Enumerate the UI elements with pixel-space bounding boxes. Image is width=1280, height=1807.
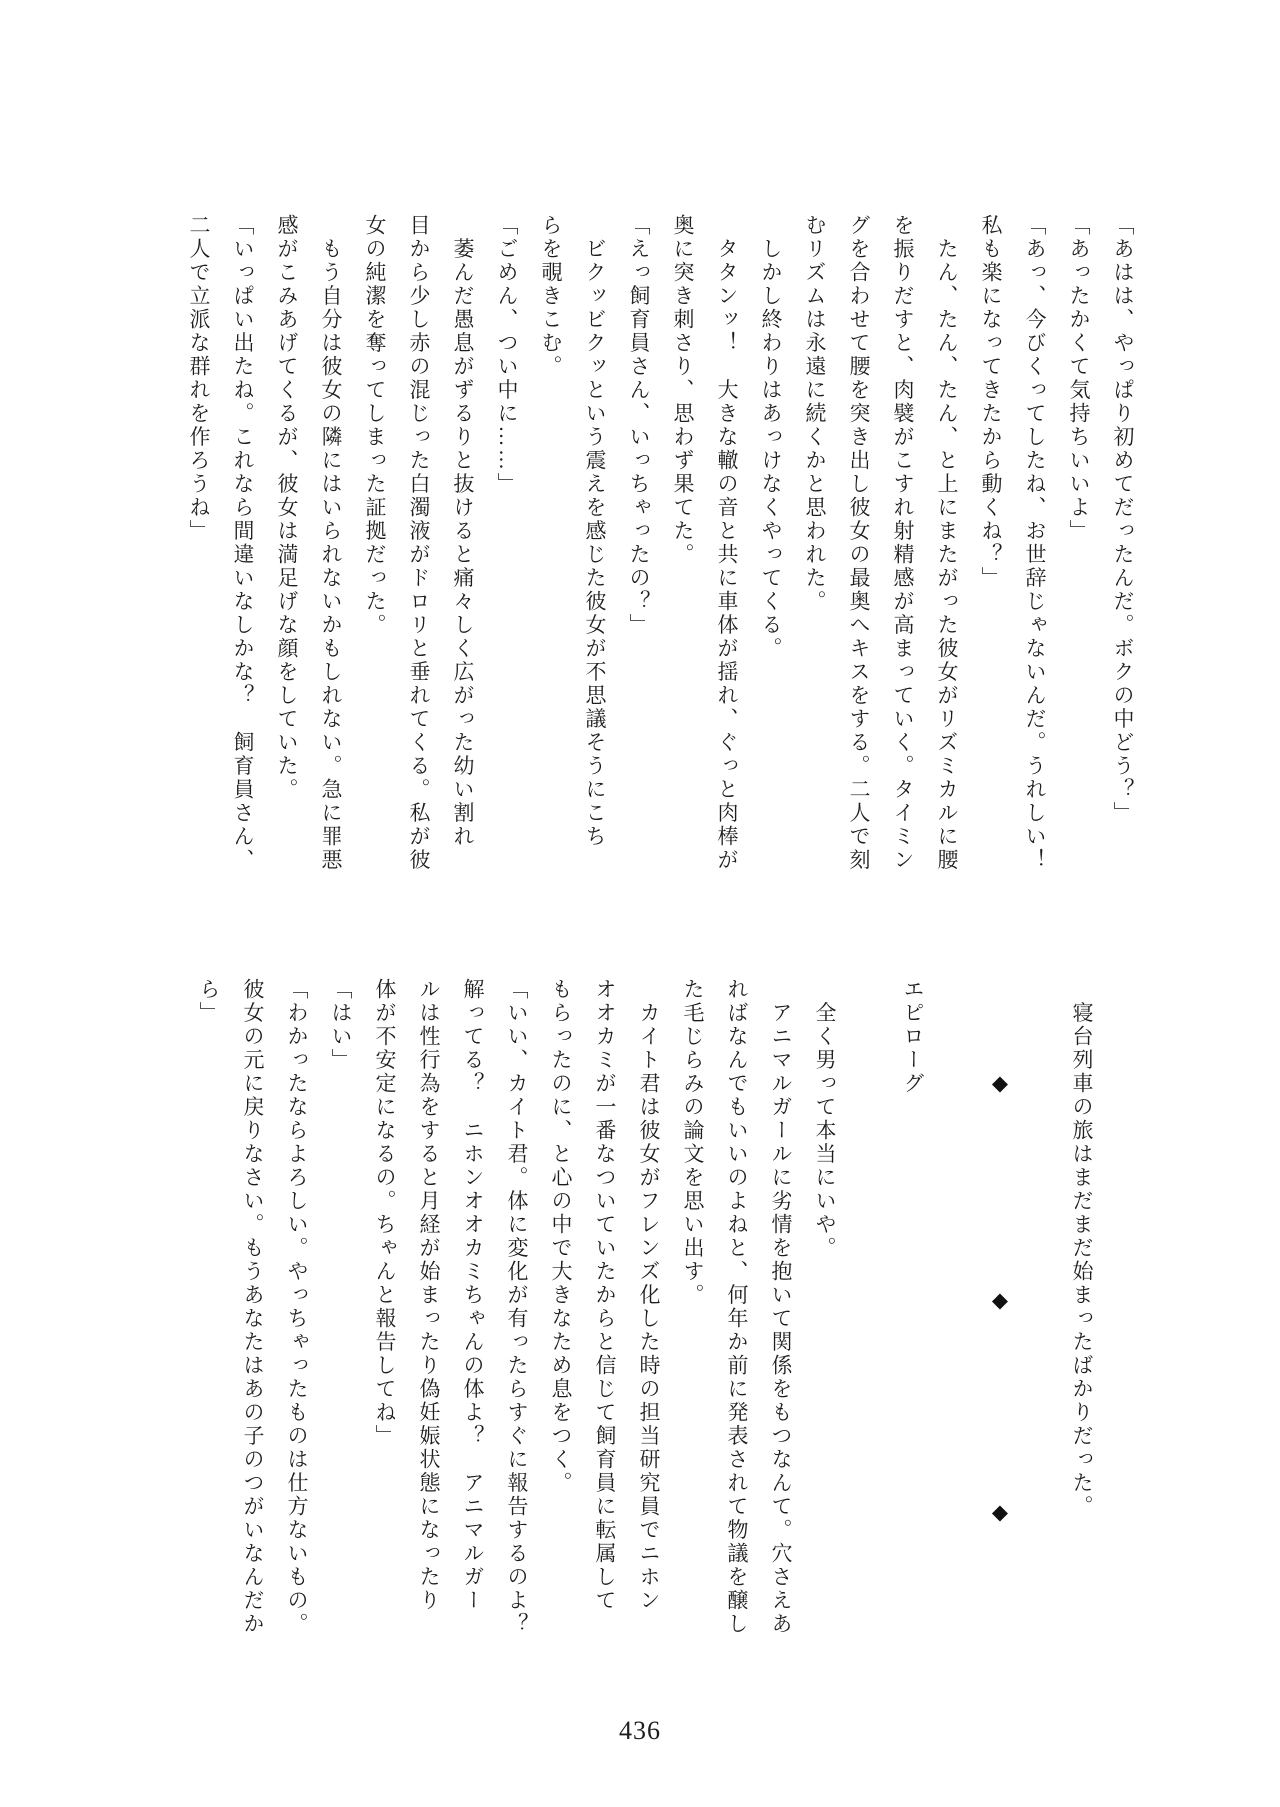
text-line: ればなんでもいいのよねと、何年か前に発表されて物議を醸し: [725, 978, 749, 1636]
diamond-separator-icon: ◆: [991, 1288, 1009, 1312]
text-line: 体が不安定になるの。ちゃんと報告してね」: [373, 978, 397, 1448]
text-line: アニマルガールに劣情を抱いて関係をもつなんて。穴さえあ: [769, 978, 793, 1636]
text-line: しかし終わりはあっけなくやってくる。: [759, 214, 783, 661]
page-number: 436: [619, 1716, 661, 1745]
text-line: 「あはは、やっぱり初めてだったんだ。ボクの中どう？」: [1111, 214, 1135, 825]
diamond-separator-icon: ◆: [991, 1500, 1009, 1524]
text-line: カイト君は彼女がフレンズ化した時の担当研究員でニホン: [637, 978, 661, 1613]
top-text-block: [177, 214, 1145, 886]
text-line: を振りだすと、肉襞がこすれ射精感が高まっていく。タイミン: [891, 214, 915, 872]
text-line: ルは性行為をすると月経が始まったり偽妊娠状態になったり: [417, 978, 441, 1613]
section-heading: エピローグ: [901, 978, 925, 1096]
text-line: 彼女の元に戻りなさい。もうあなたはあの子のつがいなんだか: [241, 978, 265, 1636]
text-line: たん、たん、たん、と上にまたがった彼女がリズミカルに腰: [935, 214, 959, 872]
epilogue-opening-line: [1060, 978, 1104, 1578]
text-line: もらったのに、と心の中で大きなため息をつく。: [549, 978, 573, 1495]
text-line: た毛じらみの論文を思い出す。: [681, 978, 705, 1307]
text-line: 「いっぱい出たね。これなら間違いなしかな？ 飼育員さん、: [231, 214, 255, 872]
text-line: タタンッ！ 大きな轍の音と共に車体が揺れ、ぐっと肉棒が: [715, 214, 739, 872]
text-line: 「いい、カイト君。体に変化が有ったらすぐに報告するのよ？: [505, 978, 529, 1636]
text-line: 萎んだ愚息がずるりと抜けると痛々しく広がった幼い割れ: [451, 214, 475, 849]
text-line: 「ごめん、つい中に……」: [495, 214, 519, 496]
epilogue-heading: [891, 978, 935, 1278]
text-line: 全く男って本当にいや。: [813, 978, 837, 1260]
text-line: オオカミが一番なついていたからと信じて飼育員に転属して: [593, 978, 617, 1613]
section-separator: [989, 978, 1011, 1578]
text-line: 寝台列車の旅はまだまだ始まったばかりだった。: [1070, 978, 1094, 1519]
text-line: 「はい」: [329, 978, 353, 1072]
text-line: もう自分は彼女の隣にはいられないかもしれない。急に罪悪: [319, 214, 343, 872]
text-line: 感がこみあげてくるが、彼女は満足げな顔をしていた。: [275, 214, 299, 802]
text-line: らを覗きこむ。: [539, 214, 563, 379]
bottom-text-block: [187, 978, 847, 1650]
text-line: ら」: [197, 978, 221, 1025]
text-line: 奥に突き刺さり、思わず果てた。: [671, 214, 695, 567]
text-line: 「わかったならよろしい。やっちゃったものは仕方ないもの。: [285, 978, 309, 1636]
text-line: 「あったかくて気持ちいいよ」: [1067, 214, 1091, 543]
diamond-separator-icon: ◆: [991, 1071, 1009, 1095]
text-line: 女の純潔を奪ってしまった証拠だった。: [363, 214, 387, 637]
text-line: ビクッビクッという震えを感じた彼女が不思議そうにこち: [583, 214, 607, 849]
text-line: グを合わせて腰を突き出し彼女の最奥へキスをする。二人で刻: [847, 214, 871, 872]
text-line: 目から少し赤の混じった白濁液がドロリと垂れてくる。私が彼: [407, 214, 431, 872]
text-line: 私も楽になってきたから動くね？」: [979, 214, 1003, 590]
text-line: 「えっ飼育員さん、いっちゃったの？」: [627, 214, 651, 637]
text-line: 二人で立派な群れを作ろうね」: [187, 214, 211, 543]
text-line: 解ってる？ ニホンオオカミちゃんの体よ？ アニマルガー: [461, 978, 485, 1613]
text-line: 「あっ、今びくってしたね、お世辞じゃないんだ。うれしい！: [1023, 214, 1047, 872]
text-line: むリズムは永遠に続くかと思われた。: [803, 214, 827, 614]
